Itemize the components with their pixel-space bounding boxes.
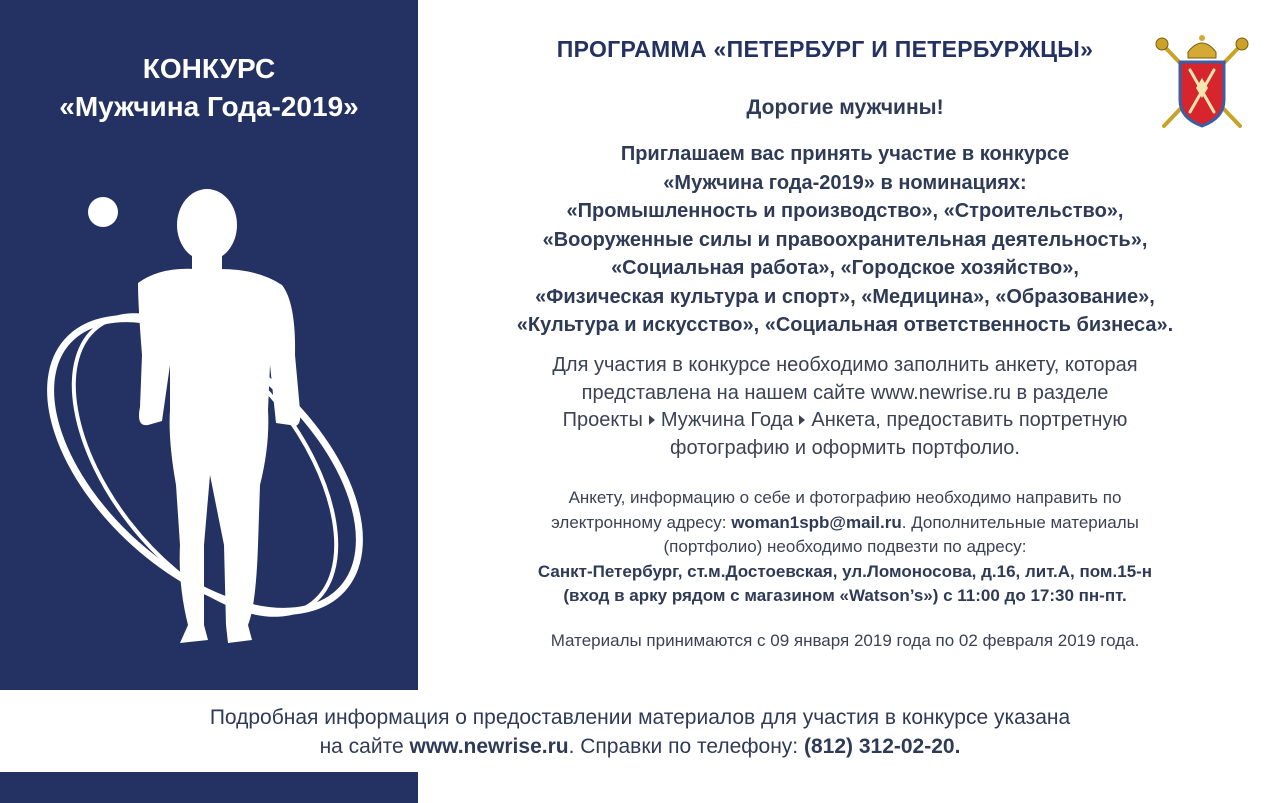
- invite-line: «Физическая культура и спорт», «Медицина», «Образование»,: [535, 285, 1155, 308]
- path-projects: Проекты: [562, 409, 643, 431]
- bottom-strip: [0, 772, 418, 803]
- program-title: ПРОГРАММА «ПЕТЕРБУРГ И ПЕТЕРБУРЖЦЫ»: [556, 36, 1094, 62]
- path-man-of-year: Мужчина Года: [660, 409, 794, 431]
- participation-line: Для участия в конкурсе необходимо заполнить анкету, которая: [552, 354, 1138, 376]
- invite-line: «Вооруженные силы и правоохранительная деятельность»,: [542, 228, 1148, 251]
- invite-line: «Культура и искусство», «Социальная ответственность бизнеса».: [516, 314, 1174, 336]
- address-hours-line: (вход в арку рядом с магазином «Watson’s») с 11:00 до 17:30 пн-пт.: [563, 586, 1127, 605]
- email-link[interactable]: woman1spb@mail.ru: [731, 512, 902, 532]
- path-form: Анкета, предоставить портретную: [811, 409, 1128, 431]
- invite-line: «Социальная работа», «Городское хозяйство»,: [611, 257, 1079, 279]
- arrow-right-icon: [799, 415, 805, 425]
- footer-line1: Подробная информация о предоставлении материалов для участия в конкурсе указана: [209, 706, 1071, 729]
- site-link[interactable]: www.newrise.ru: [409, 735, 569, 758]
- participation-line: фотографию и оформить портфолио.: [670, 436, 1020, 459]
- send-email-suffix: . Дополнительные материалы: [901, 512, 1139, 532]
- phone-number[interactable]: (812) 312-02-20.: [803, 735, 961, 758]
- invite-line: «Мужчина года-2019» в номинациях:: [663, 171, 1027, 194]
- address-line: Санкт-Петербург, ст.м.Достоевская, ул.Ломоносова, д.16, лит.А, пом.15-н: [537, 561, 1153, 581]
- male-silhouette-orbit-icon: [20, 185, 400, 655]
- participation-line: представлена на нашем сайте www.newrise.ru в разделе: [581, 381, 1109, 404]
- footer-phone-prefix: . Справки по телефону:: [568, 735, 804, 758]
- participation-block: [440, 352, 1250, 462]
- contest-title-line1: КОНКУРС: [142, 53, 276, 84]
- footer-line2: [0, 732, 1280, 761]
- invite-line: Приглашаем вас принять участие в конкурсе: [620, 143, 1070, 165]
- invite-line: «Промышленность и производство», «Строительство»,: [566, 200, 1124, 222]
- footer-site-prefix: на сайте: [319, 735, 410, 758]
- footer: [0, 703, 1280, 761]
- participation-path: [440, 407, 1250, 435]
- contest-title: [0, 50, 418, 126]
- send-line: Анкету, информацию о себе и фотографию необходимо направить по: [568, 488, 1122, 507]
- greeting: Дорогие мужчины!: [746, 96, 944, 119]
- arrow-right-icon: [649, 415, 655, 425]
- send-line: (портфолио) необходимо подвезти по адресу:: [663, 537, 1027, 556]
- send-email-prefix: электронному адресу:: [551, 512, 732, 532]
- send-info-block: [440, 486, 1250, 609]
- send-line-email: [440, 511, 1250, 536]
- invitation-block: [440, 140, 1250, 340]
- contest-title-line2: «Мужчина Года-2019»: [59, 91, 359, 122]
- deadline-text: Материалы принимаются с 09 января 2019 года по 02 февраля 2019 года.: [550, 631, 1140, 650]
